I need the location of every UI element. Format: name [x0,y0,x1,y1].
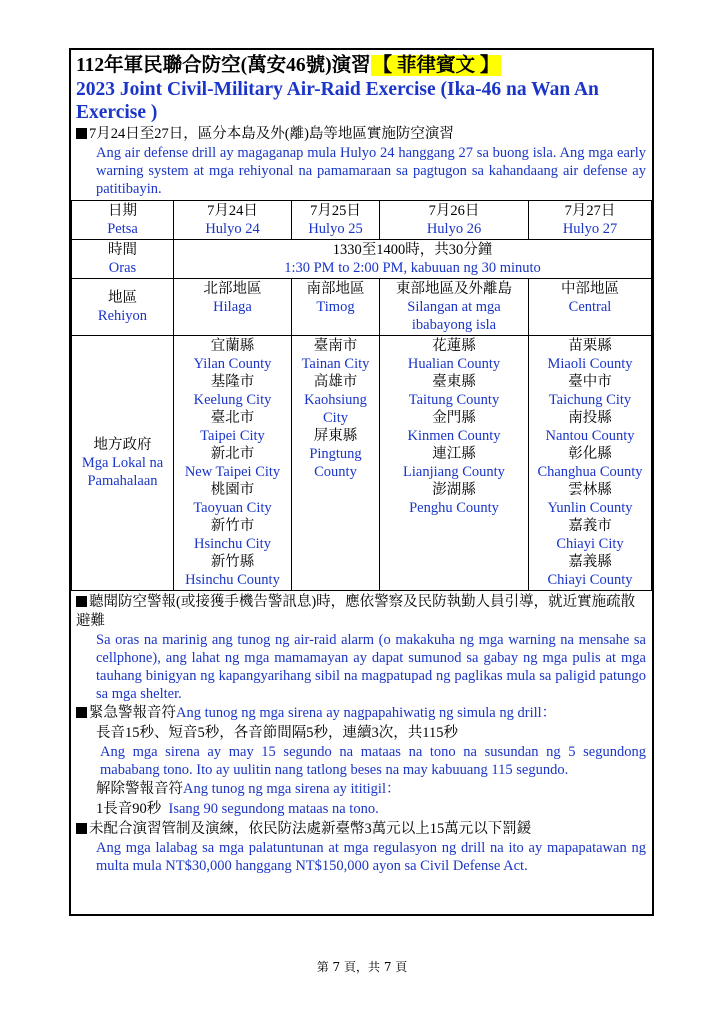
release-heading: 解除警報音符Ang tunog ng mga sirena ay ititigil： [96,781,401,797]
county-name-tagalog: Yilan County [193,356,272,372]
county-name-zh: 宜蘭縣 [210,338,255,354]
county-name-tagalog: Changhua County [537,464,643,480]
county-list-east [380,336,529,591]
county-name-tagalog: Pingtung County [309,446,362,480]
page-footer: 第 7 頁，共 7 頁 [316,960,408,974]
title-zh-text: 112年軍民聯合防空(萬安46號)演習 [76,55,371,76]
region-cell: 中部地區 Central [529,279,652,336]
section1-zh: 7月24日至27日，區分本島及外(離)島等地區實施防空演習 [89,126,454,142]
county-name-zh: 臺東縣 [432,374,476,390]
document-frame [69,48,654,916]
time-label: 時間 Oras [72,240,174,279]
county-list-central [529,336,652,591]
bullet-square-icon [76,707,87,718]
county-name-zh: 雲林縣 [568,482,612,498]
county-name-zh: 嘉義縣 [568,554,612,570]
county-name-tagalog: Kinmen County [407,428,501,444]
county-name-tagalog: Kaohsiung City [304,392,367,426]
county-name-zh: 臺南市 [313,338,358,354]
section1-tagalog: Ang air defense drill ay magaganap mula Hulyo 24 hanggang 27 sa buong isla. Ang mga early warning system at mga rehiyonal na pamamaraan sa pagtugon sa kahandaang air defense ay patitibayin. [96,145,646,197]
county-name-zh: 澎湖縣 [432,482,476,498]
title-chinese [76,54,646,78]
section1-heading [76,124,646,144]
county-list-south [292,336,380,591]
alarm-detail-tagalog: Ang mga sirena ay may 15 segundo na mataas na tono na susundan ng 5 segundong mababang tono. Ito ay uulitin nang tatlong beses na may kabuuang 115 segundo. [100,744,646,778]
county-name-zh: 桃園市 [210,482,255,498]
release-detail: 1長音90秒 Isang 90 segundong mataas na tono. [96,801,379,817]
county-name-zh: 連江縣 [432,446,476,462]
county-name-zh: 高雄市 [313,374,358,390]
county-name-zh: 苗栗縣 [568,338,612,354]
county-name-tagalog: Hsinchu City [194,536,271,552]
region-row [72,279,652,336]
county-name-tagalog: Taichung City [548,392,632,408]
language-highlight: 【 菲律賓文 】 [372,55,500,76]
county-name-tagalog: Taipei City [200,428,265,444]
county-name-tagalog: Hsinchu County [185,572,280,588]
county-name-tagalog: New Taipei City [184,464,281,480]
bullet-square-icon [76,596,87,607]
government-label: 地方政府 Mga Lokal na Pamahalaan [72,336,174,591]
date-cell: 7月26日 Hulyo 26 [380,201,529,240]
section2-zh: 聽聞防空警報(或接獲手機告警訊息)時，應依警察及民防執勤人員引導，就近實施疏散避難 [76,594,636,629]
government-row [72,336,652,591]
county-name-tagalog: Miaoli County [547,356,633,372]
section2-heading [76,593,646,631]
time-row [72,240,652,279]
county-name-zh: 嘉義市 [568,518,612,534]
county-name-zh: 臺中市 [568,374,612,390]
date-cell: 7月25日 Hulyo 25 [292,201,380,240]
region-cell: 南部地區 Timog [292,279,380,336]
region-cell: 東部地區及外離島 Silangan at mga ibabayong isla [380,279,529,336]
county-name-zh: 彰化縣 [568,446,612,462]
county-name-tagalog: Taoyuan City [193,500,272,516]
county-name-zh: 新北市 [210,446,255,462]
county-name-zh: 基隆市 [210,374,255,390]
section3-heading: 緊急警報音符Ang tunog ng mga sirena ay nagpapahiwatig ng simula ng drill： [76,703,646,723]
county-name-zh: 新竹市 [210,518,255,534]
county-name-zh: 屏東縣 [313,428,358,444]
alarm-detail-zh: 長音15秒、短音5秒，各音節間隔5秒，連續3次，共115秒 [96,725,458,741]
county-name-tagalog: Lianjiang County [403,464,505,480]
county-name-tagalog: Keelung City [193,392,272,408]
county-name-tagalog: Taitung County [408,392,500,408]
date-label: 日期 Petsa [72,201,174,240]
county-name-tagalog: Hualian County [407,356,501,372]
county-name-tagalog: Penghu County [409,500,499,516]
section4-heading: 未配合演習管制及演練，依民防法處新臺幣3萬元以上15萬元以下罰鍰 [76,819,646,839]
county-name-tagalog: Tainan City [301,356,370,372]
section2-tagalog: Sa oras na marinig ang tunog ng air-raid alarm (o makakuha ng mga warning na mensahe sa cellphone), ang lahat ng mga mamamayan ay dapat sumunod sa gabay ng mga pulis at mga tauhang binigyan ng kapangyarihang sibil na magpatupad ng paglikas mula sa paligid patungo sa mga shelter. [96,632,646,702]
region-cell: 北部地區 Hilaga [174,279,292,336]
date-row [72,201,652,240]
county-name-zh: 花蓮縣 [432,338,476,354]
county-name-tagalog: Chiayi County [547,572,633,588]
county-name-tagalog: Yunlin County [547,500,633,516]
county-name-zh: 新竹縣 [210,554,255,570]
date-cell: 7月24日 Hulyo 24 [174,201,292,240]
bullet-square-icon [76,823,87,834]
schedule-table [71,200,652,591]
time-value: 1330至1400時，共30分鐘 1:30 PM to 2:00 PM, kabuuan ng 30 minuto [174,240,652,279]
county-name-zh: 金門縣 [432,410,476,426]
bullet-square-icon [76,128,87,139]
county-name-tagalog: Nantou County [545,428,635,444]
county-list-north [174,336,292,591]
section4-tagalog: Ang mga lalabag sa mga palatuntunan at mga regulasyon ng drill na ito ay mapapatawan ng multa mula NT$30,000 hanggang NT$150,000 ayon sa Civil Defense Act. [96,840,646,874]
region-label: 地區 Rehiyon [72,279,174,336]
date-cell: 7月27日 Hulyo 27 [529,201,652,240]
county-name-tagalog: Chiayi City [556,536,624,552]
county-name-zh: 臺北市 [210,410,255,426]
title-english: 2023 Joint Civil-Military Air-Raid Exercise (Ika-46 na Wan An Exercise ) [76,79,599,123]
county-name-zh: 南投縣 [568,410,612,426]
